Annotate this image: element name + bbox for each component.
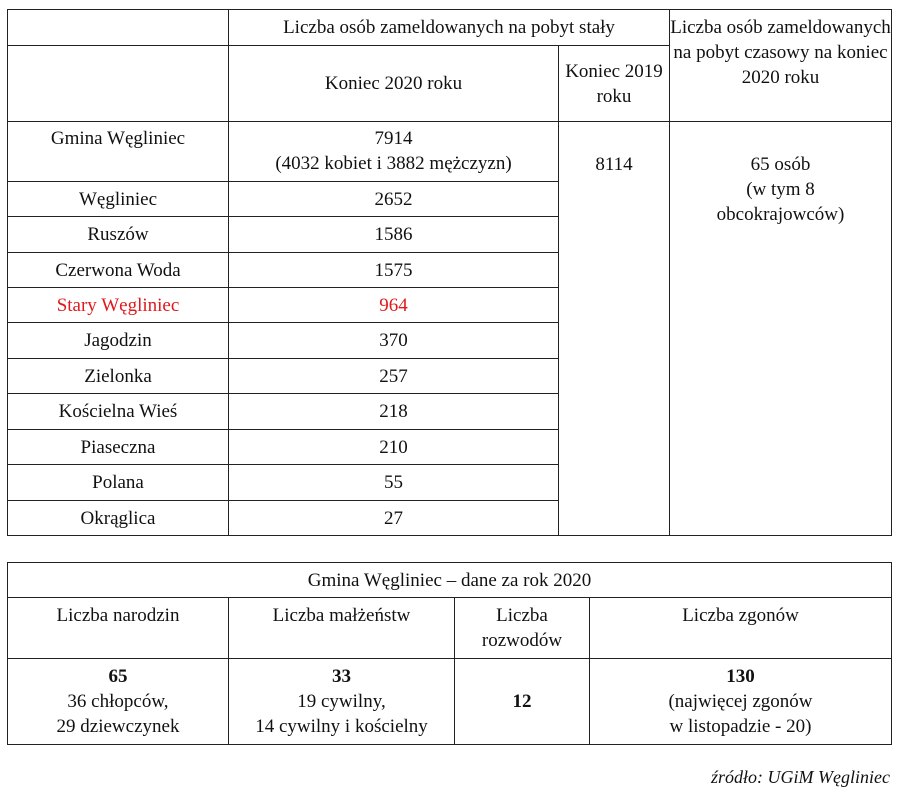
header-2020: Koniec 2020 roku	[229, 46, 559, 122]
gmina-name: Gmina Węgliniec	[8, 122, 229, 182]
deaths-cell	[590, 659, 892, 745]
village-value: 1575	[229, 253, 559, 288]
marriages-total: 33	[332, 666, 351, 687]
village-name-highlighted: Stary Węgliniec	[8, 288, 229, 323]
gmina-value-2019: 8114	[559, 122, 670, 536]
header-marriages: Liczba małżeństw	[229, 598, 455, 659]
marriages-line1: 19 cywilny,	[297, 691, 386, 712]
births-total: 65	[108, 666, 128, 687]
header-births: Liczba narodzin	[8, 598, 229, 659]
village-name: Jagodzin	[8, 323, 229, 359]
divorces-total: 12	[512, 691, 532, 712]
source-note: źródło: UGiM Węgliniec	[711, 767, 890, 787]
village-value: 1586	[229, 217, 559, 253]
stats-table	[7, 562, 892, 745]
deaths-total: 130	[726, 666, 755, 687]
village-value: 27	[229, 501, 559, 536]
village-name: Kościelna Wieś	[8, 394, 229, 430]
deaths-line2: w listopadzie - 20)	[669, 716, 812, 737]
village-value: 2652	[229, 182, 559, 217]
gmina-value-2020	[229, 122, 559, 182]
temporary-line1: 65 osób	[750, 154, 811, 175]
gmina-detail-2020: (4032 kobiet i 3882 mężczyzn)	[275, 153, 512, 174]
empty-header-cell	[8, 10, 229, 46]
village-name: Węgliniec	[8, 182, 229, 217]
village-value: 257	[229, 359, 559, 394]
header-2019: Koniec 2019 roku	[559, 46, 670, 122]
marriages-line2: 14 cywilny i kościelny	[255, 716, 428, 737]
marriages-cell	[229, 659, 455, 745]
temporary-line2: (w tym 8	[746, 179, 815, 200]
header-deaths: Liczba zgonów	[590, 598, 892, 659]
header-divorces	[455, 598, 590, 659]
village-name: Czerwona Woda	[8, 253, 229, 288]
empty-header-cell	[8, 46, 229, 122]
temporary-line3: obcokrajowców)	[716, 204, 845, 225]
village-value: 370	[229, 323, 559, 359]
deaths-line1: (najwięcej zgonów	[668, 691, 813, 712]
divorces-cell	[455, 659, 590, 745]
population-table	[7, 9, 892, 536]
village-value: 55	[229, 465, 559, 501]
village-name: Piaseczna	[8, 430, 229, 465]
gmina-total-2020: 7914	[374, 128, 413, 149]
village-name: Zielonka	[8, 359, 229, 394]
village-name: Okrąglica	[8, 501, 229, 536]
births-line2: 29 dziewczynek	[56, 716, 180, 737]
village-name: Polana	[8, 465, 229, 501]
stats-title: Gmina Węgliniec – dane za rok 2020	[8, 563, 892, 598]
header-temporary: Liczba osób zameldowanych na pobyt czasowy na koniec 2020 roku	[670, 10, 892, 122]
header-divorces-line2: rozwodów	[481, 630, 563, 651]
temporary-value	[670, 122, 892, 536]
village-name: Ruszów	[8, 217, 229, 253]
births-line1: 36 chłopców,	[67, 691, 169, 712]
village-value: 210	[229, 430, 559, 465]
births-cell	[8, 659, 229, 745]
village-value-highlighted: 964	[229, 288, 559, 323]
header-divorces-line1: Liczba	[496, 605, 548, 626]
header-permanent: Liczba osób zameldowanych na pobyt stały	[229, 10, 670, 46]
village-value: 218	[229, 394, 559, 430]
